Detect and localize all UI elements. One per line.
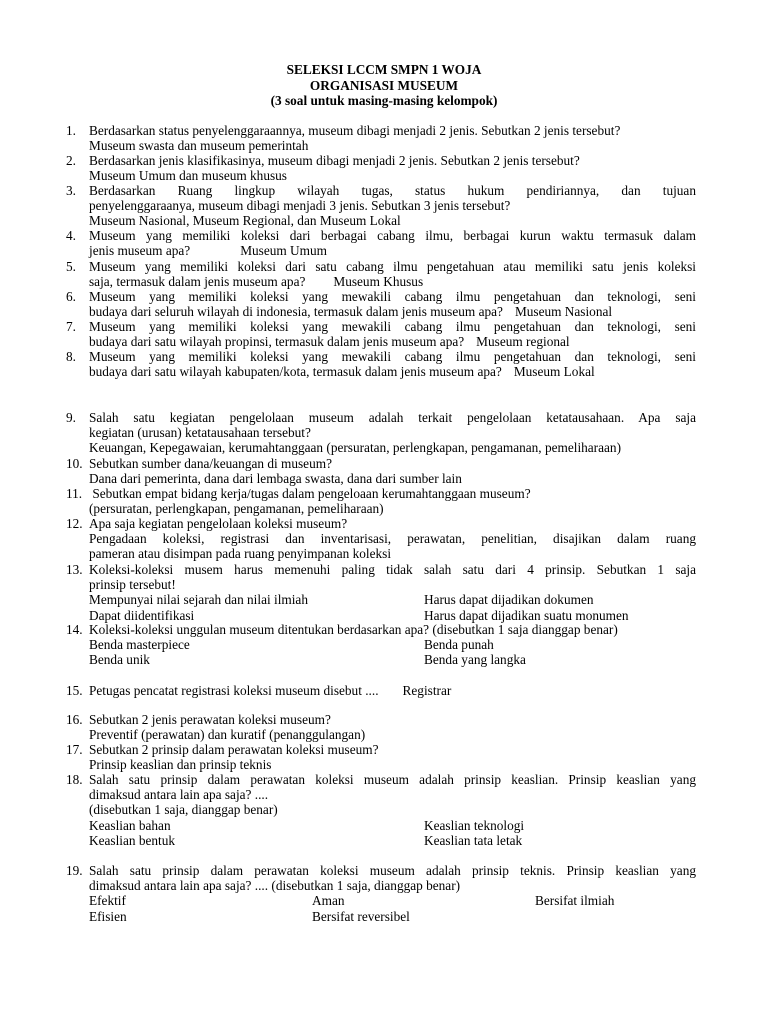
answer-text: Prinsip keaslian dan prinsip teknis — [89, 757, 272, 773]
question-number: 7. — [66, 319, 76, 334]
question-item — [66, 183, 696, 229]
question-item — [66, 410, 696, 456]
question-text: kegiatan (urusan) ketatausahaan tersebut? — [89, 425, 311, 441]
question-number: 16. — [66, 712, 83, 727]
question-text: Museum yang memiliki koleksi yang mewakili cabang ilmu pengetahuan dan teknologi, seni — [89, 289, 696, 304]
question-text: penyelenggaraanya, museum dibagi menjadi 3 jenis. Sebutkan 3 jenis tersebut? — [89, 198, 511, 214]
question-text: Salah satu prinsip dalam perawatan koleksi museum adalah prinsip keaslian. Prinsip keaslian yang — [89, 772, 696, 787]
question-item — [66, 349, 696, 379]
question-number: 18. — [66, 772, 83, 787]
answer-text: Museum Khusus — [333, 274, 424, 290]
question-number: 9. — [66, 410, 76, 425]
question-text: Berdasarkan status penyelenggaraannya, museum dibagi menjadi 2 jenis. Sebutkan 2 jenis tersebut? — [89, 123, 621, 138]
answer-option: Keaslian bentuk — [89, 832, 176, 848]
answer-option: Keaslian bahan — [89, 817, 171, 833]
question-text: Koleksi-koleksi musem harus memenuhi paling tidak salah satu dari 4 prinsip. Sebutkan 1 saja — [89, 562, 696, 577]
question-item — [66, 259, 696, 289]
answer-text: Museum Nasional, Museum Regional, dan Museum Lokal — [89, 213, 401, 229]
answer-text: Museum Nasional — [514, 304, 613, 320]
question-item — [66, 683, 696, 698]
question-number: 5. — [66, 259, 76, 274]
answer-option: Efektif — [89, 893, 126, 909]
answer-option: Harus dapat dijadikan suatu monumen — [424, 607, 629, 623]
question-text: jenis museum apa? — [89, 243, 191, 259]
question-text: Sebutkan 2 prinsip dalam perawatan koleksi museum? — [89, 742, 379, 757]
question-text: Apa saja kegiatan pengelolaan koleksi museum? — [89, 516, 348, 531]
question-text: Museum yang memiliki koleksi yang mewakili cabang ilmu pengetahuan dan teknologi, seni — [89, 319, 696, 334]
question-number: 14. — [66, 622, 83, 637]
question-text: Sebutkan empat bidang kerja/tugas dalam pengeloaan kerumahtanggaan museum? — [89, 486, 531, 501]
question-number: 15. — [66, 683, 83, 698]
answer-text: Registrar — [402, 683, 452, 698]
question-number: 19. — [66, 863, 83, 878]
question-item — [66, 712, 696, 742]
answer-text: Keuangan, Kepegawaian, kerumahtanggaan (persuratan, perlengkapan, pengamanan, pemeliharaan) — [89, 440, 621, 456]
question-text: Berdasarkan Ruang lingkup wilayah tugas, status hukum pendiriannya, dan tujuan — [89, 183, 696, 198]
question-item — [66, 622, 696, 668]
question-text: Museum yang memiliki koleksi dari satu cabang ilmu pengetahuan atau memiliki satu jenis koleksi — [89, 259, 696, 274]
question-text: Salah satu kegiatan pengelolaan museum adalah terkait pengelolaan ketatausahaan. Apa saja — [89, 410, 696, 425]
question-item — [66, 289, 696, 319]
question-text: saja, termasuk dalam jenis museum apa? — [89, 274, 306, 290]
question-item — [66, 153, 696, 183]
answer-option: Benda yang langka — [424, 652, 526, 668]
answer-option: Dapat diidentifikasi — [89, 607, 195, 623]
question-item — [66, 863, 696, 924]
question-item — [66, 486, 696, 516]
answer-option: Keaslian teknologi — [424, 817, 525, 833]
question-number: 11. — [66, 486, 83, 501]
question-number: 2. — [66, 153, 76, 168]
answer-option: Benda masterpiece — [89, 637, 190, 653]
answer-option: Bersifat reversibel — [312, 908, 410, 924]
answer-text: Dana dari pemerinta, dana dari lembaga swasta, dana dari sumber lain — [89, 471, 462, 487]
question-number: 3. — [66, 183, 76, 198]
answer-option: Aman — [312, 893, 345, 909]
answer-option: Mempunyai nilai sejarah dan nilai ilmiah — [89, 592, 308, 608]
document-subtitle: ORGANISASI MUSEUM — [309, 78, 459, 93]
question-text: dimaksud antara lain apa saja? .... — [89, 787, 269, 803]
answer-option: Benda unik — [89, 652, 150, 668]
document-note: (3 soal untuk masing-masing kelompok) — [270, 93, 498, 108]
question-text: Sebutkan sumber dana/keuangan di museum? — [89, 456, 332, 471]
question-number: 17. — [66, 742, 83, 757]
answer-text: Museum swasta dan museum pemerintah — [89, 138, 309, 154]
answer-note: (disebutkan 1 saja, dianggap benar) — [89, 802, 278, 818]
question-item — [66, 562, 696, 623]
document-title: SELEKSI LCCM SMPN 1 WOJA — [286, 62, 482, 77]
answer-text: (persuratan, perlengkapan, pengamanan, pemeliharaan) — [89, 501, 384, 517]
answer-option: Harus dapat dijadikan dokumen — [424, 592, 594, 608]
question-number: 13. — [66, 562, 83, 577]
question-number: 1. — [66, 123, 76, 138]
answer-text: Museum Umum — [240, 243, 327, 259]
answer-text: Museum Lokal — [513, 364, 595, 380]
question-item — [66, 516, 696, 562]
question-item — [66, 456, 696, 486]
answer-text: Museum Umum dan museum khusus — [89, 168, 287, 184]
question-number: 10. — [66, 456, 83, 471]
question-text: Museum yang memiliki koleksi dari berbagai cabang ilmu, berbagai kurun waktu termasuk dalam — [89, 228, 696, 243]
answer-option: Bersifat ilmiah — [535, 893, 615, 909]
question-number: 4. — [66, 228, 76, 243]
answer-text: Museum regional — [476, 334, 570, 350]
question-number: 8. — [66, 349, 76, 364]
question-text: Koleksi-koleksi unggulan museum ditentukan berdasarkan apa? (disebutkan 1 saja dianggap benar) — [89, 622, 618, 637]
question-item — [66, 123, 696, 153]
question-text: dimaksud antara lain apa saja? .... (disebutkan 1 saja, dianggap benar) — [89, 878, 461, 894]
question-text: prinsip tersebut! — [89, 577, 176, 593]
question-text: Sebutkan 2 jenis perawatan koleksi museum? — [89, 712, 331, 727]
answer-text: Preventif (perawatan) dan kuratif (penanggulangan) — [89, 727, 366, 743]
question-item — [66, 319, 696, 349]
answer-option: Benda punah — [424, 637, 494, 653]
question-text: Berdasarkan jenis klasifikasinya, museum dibagi menjadi 2 jenis. Sebutkan 2 jenis tersebut? — [89, 153, 580, 168]
question-number: 12. — [66, 516, 83, 531]
question-item — [66, 772, 696, 848]
question-text: budaya dari seluruh wilayah di indonesia, termasuk dalam jenis museum apa? — [89, 304, 503, 320]
question-text: budaya dari satu wilayah kabupaten/kota, termasuk dalam jenis museum apa? — [89, 364, 502, 380]
question-text: Salah satu prinsip dalam perawatan koleksi museum adalah prinsip teknis. Prinsip keaslian yang — [89, 863, 696, 878]
answer-option: Efisien — [89, 908, 127, 924]
question-text: budaya dari satu wilayah propinsi, termasuk dalam jenis museum apa? — [89, 334, 465, 350]
question-text: Museum yang memiliki koleksi yang mewakili cabang ilmu pengetahuan dan teknologi, seni — [89, 349, 696, 364]
answer-option: Keaslian tata letak — [424, 832, 523, 848]
question-number: 6. — [66, 289, 76, 304]
question-item — [66, 228, 696, 258]
question-item — [66, 742, 696, 772]
answer-text: pameran atau disimpan pada ruang penyimpanan koleksi — [89, 546, 392, 562]
question-text: Petugas pencatat registrasi koleksi museum disebut .... — [89, 683, 379, 698]
answer-text: Pengadaan koleksi, registrasi dan inventarisasi, perawatan, penelitian, disajikan dalam ruang — [89, 531, 696, 547]
